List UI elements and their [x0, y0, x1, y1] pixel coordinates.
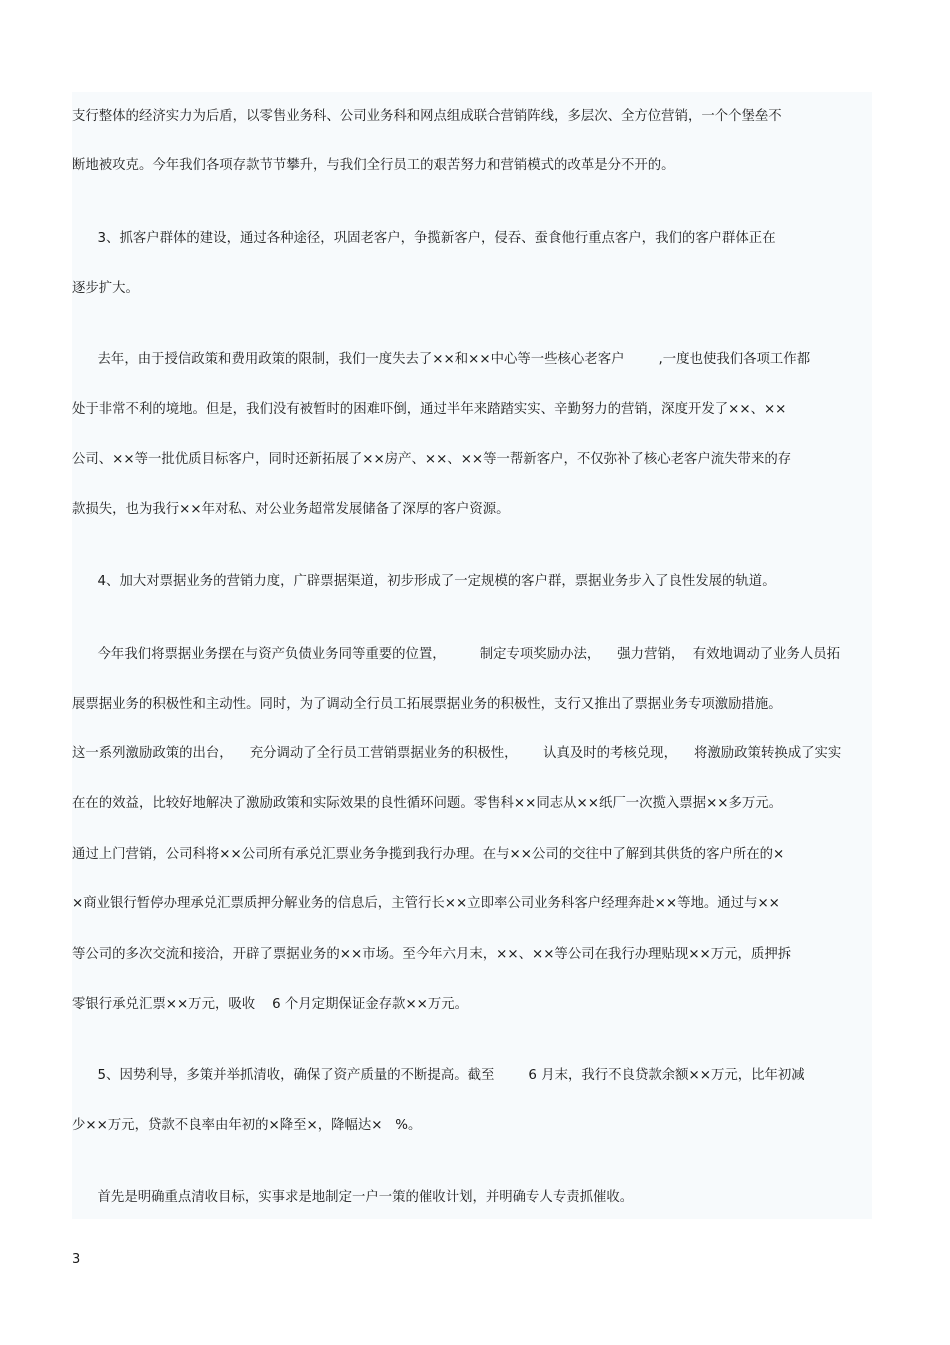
text-line: 在在的效益，比较好地解决了激励政策和实际效果的良性循环问题。零售科××同志从××纸厂一次揽入票据××多万元。	[72, 796, 783, 811]
text-line: 处于非常不利的境地。但是，我们没有被暂时的困难吓倒，通过半年来踏踏实实、辛勤努力的营销，深度开发了××、××	[72, 402, 787, 417]
text-line: 少××万元，贷款不良率由年初的×降至×，降幅达× %。	[72, 1118, 422, 1133]
text-line: 支行整体的经济实力为后盾，以零售业务科、公司业务科和网点组成联合营销阵线，多层次、全方位营销，一个个堡垒不	[72, 109, 782, 124]
text-line: 公司、××等一批优质目标客户，同时还新拓展了××房产、××、××等一帮新客户，不仅弥补了核心老客户流失带来的存	[72, 452, 792, 467]
text-line: 零银行承兑汇票××万元，吸收 6 个月定期保证金存款××万元。	[72, 997, 469, 1012]
text-line: 这一系列激励政策的出台， 充分调动了全行员工营销票据业务的积极性， 认真及时的考核兑现， 将激励政策转换成了实实	[72, 746, 842, 761]
text-line: 首先是明确重点清收目标，实事求是地制定一户一策的催收计划，并明确专人专责抓催收。	[72, 1190, 634, 1205]
text-line: 展票据业务的积极性和主动性。同时，为了调动全行员工拓展票据业务的积极性，支行又推出了票据业务专项激励措施。	[72, 697, 782, 712]
text-line: 4、加大对票据业务的营销力度，广辟票据渠道，初步形成了一定规模的客户群，票据业务步入了良性发展的轨道。	[72, 574, 776, 589]
text-line: 今年我们将票据业务摆在与资产负债业务同等重要的位置， 制定专项奖励办法， 强力营销， 有效地调动了业务人员拓	[72, 647, 841, 662]
text-line: 断地被攻克。今年我们各项存款节节攀升，与我们全行员工的艰苦努力和营销模式的改革是分不开的。	[72, 158, 675, 173]
page-number: 3	[72, 1252, 81, 1267]
text-line: 通过上门营销，公司科将××公司所有承兑汇票业务争揽到我行办理。在与××公司的交往中了解到其供货的客户所在的×	[72, 847, 785, 862]
text-line: ×商业银行暂停办理承兑汇票质押分解业务的信息后，主管行长××立即率公司业务科客户经理奔赴××等地。通过与××	[72, 896, 780, 911]
text-line: 去年，由于授信政策和费用政策的限制，我们一度失去了××和××中心等一些核心老客户 ,一度也使我们各项工作都	[72, 352, 811, 367]
text-line: 3、抓客户群体的建设，通过各种途径，巩固老客户，争揽新客户，侵吞、蚕食他行重点客户，我们的客户群体正在	[72, 231, 776, 246]
text-line: 款损失，也为我行××年对私、对公业务超常发展储备了深厚的客户资源。	[72, 502, 510, 517]
text-line: 等公司的多次交流和接洽，开辟了票据业务的××市场。至今年六月末，××、××等公司在我行办理贴现××万元，质押拆	[72, 947, 792, 962]
text-line: 5、因势利导，多策并举抓清收，确保了资产质量的不断提高。截至 6 月末，我行不良贷款余额××万元，比年初减	[72, 1068, 805, 1083]
text-line: 逐步扩大。	[72, 281, 139, 296]
